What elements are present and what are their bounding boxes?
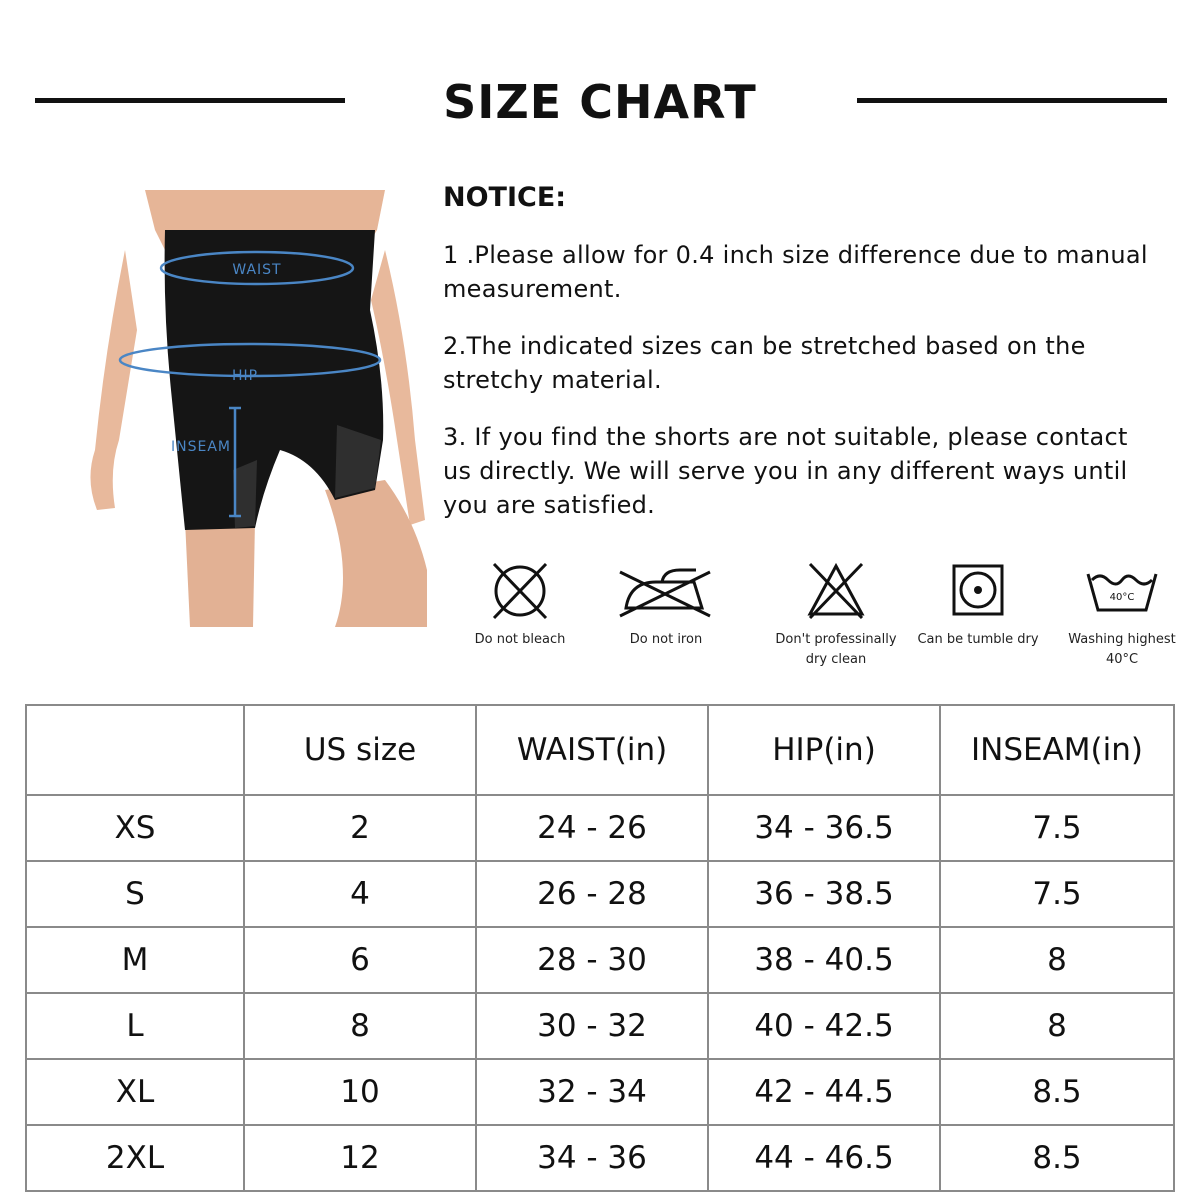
- cell-inseam: 8: [940, 927, 1174, 993]
- cell-hip: 38 - 40.5: [708, 927, 940, 993]
- notice-item-2: 2.The indicated sizes can be stretched based on the stretchy material.: [443, 332, 1086, 394]
- cell-inseam: 8.5: [940, 1125, 1174, 1191]
- cell-us-size: 6: [244, 927, 476, 993]
- cell-inseam: 8.5: [940, 1059, 1174, 1125]
- care-item-wash-40: [1052, 560, 1192, 670]
- cell-hip: 42 - 44.5: [708, 1059, 940, 1125]
- hip-label: HIP: [231, 368, 259, 384]
- table-row: [26, 993, 1174, 1059]
- cell-us-size: 4: [244, 861, 476, 927]
- table-header-row: [26, 705, 1174, 795]
- cell-waist: 26 - 28: [476, 861, 708, 927]
- notice-section: [443, 178, 1163, 545]
- cell-us-size: 10: [244, 1059, 476, 1125]
- cell-us-size: 2: [244, 795, 476, 861]
- cell-inseam: 8: [940, 993, 1174, 1059]
- header-waist: WAIST(in): [476, 705, 708, 795]
- wash-40-icon: [1082, 560, 1162, 622]
- cell-inseam: 7.5: [940, 861, 1174, 927]
- care-label-tumble-dry: Can be tumble dry: [917, 632, 1039, 647]
- table-row: [26, 1125, 1174, 1191]
- header-size-label: [26, 705, 244, 795]
- header-hip: HIP(in): [708, 705, 940, 795]
- size-table: [25, 704, 1175, 1192]
- header-inseam: INSEAM(in): [940, 705, 1174, 795]
- tumble-dry-icon: [948, 560, 1008, 622]
- inseam-label: INSEAM: [171, 439, 231, 455]
- cell-us-size: 8: [244, 993, 476, 1059]
- cell-size: M: [26, 927, 244, 993]
- care-label-do-not-bleach: Do not bleach: [474, 632, 566, 647]
- cell-waist: 32 - 34: [476, 1059, 708, 1125]
- page-title: SIZE CHART: [443, 75, 757, 129]
- cell-waist: 30 - 32: [476, 993, 708, 1059]
- left-arm: [90, 250, 137, 510]
- cell-size: XS: [26, 795, 244, 861]
- cell-hip: 44 - 46.5: [708, 1125, 940, 1191]
- care-item-do-not-dry-clean: [766, 560, 906, 670]
- header-us-size: US size: [244, 705, 476, 795]
- cell-waist: 28 - 30: [476, 927, 708, 993]
- cell-waist: 24 - 26: [476, 795, 708, 861]
- care-item-do-not-bleach: [450, 560, 590, 650]
- do-not-bleach-icon: [488, 560, 552, 622]
- care-label-do-not-iron: Do not iron: [629, 632, 703, 647]
- cell-hip: 34 - 36.5: [708, 795, 940, 861]
- waist-label: WAIST: [232, 262, 282, 278]
- cell-size: L: [26, 993, 244, 1059]
- care-item-do-not-iron: [596, 560, 736, 650]
- cell-hip: 36 - 38.5: [708, 861, 940, 927]
- cell-inseam: 7.5: [940, 795, 1174, 861]
- left-leg-skin: [185, 520, 255, 627]
- care-label-wash-40: Washing highest 40°C: [1068, 632, 1176, 667]
- do-not-dry-clean-icon: [804, 560, 868, 622]
- cell-waist: 34 - 36: [476, 1125, 708, 1191]
- care-item-tumble-dry: [908, 560, 1048, 650]
- cell-hip: 40 - 42.5: [708, 993, 940, 1059]
- table-row: [26, 861, 1174, 927]
- care-label-do-not-dry-clean: Don't professinally dry clean: [775, 632, 897, 667]
- shorts-model-illustration: [85, 190, 427, 627]
- do-not-iron-icon: [616, 560, 716, 622]
- table-row: [26, 795, 1174, 861]
- notice-heading: NOTICE:: [443, 182, 567, 213]
- notice-item-3: 3. If you find the shorts are not suitable, please contact us directly. We will serve you in any different ways until you are satisfied.: [443, 423, 1128, 519]
- table-row: [26, 1059, 1174, 1125]
- cell-size: XL: [26, 1059, 244, 1125]
- title-rule-right: [857, 98, 1167, 103]
- table-row: [26, 927, 1174, 993]
- shorts-mesh-panel-left: [233, 460, 257, 528]
- wash-temp-label: 40°C: [1109, 592, 1135, 603]
- cell-size: S: [26, 861, 244, 927]
- cell-size: 2XL: [26, 1125, 244, 1191]
- notice-item-1: 1 .Please allow for 0.4 inch size difference due to manual measurement.: [443, 241, 1148, 303]
- cell-us-size: 12: [244, 1125, 476, 1191]
